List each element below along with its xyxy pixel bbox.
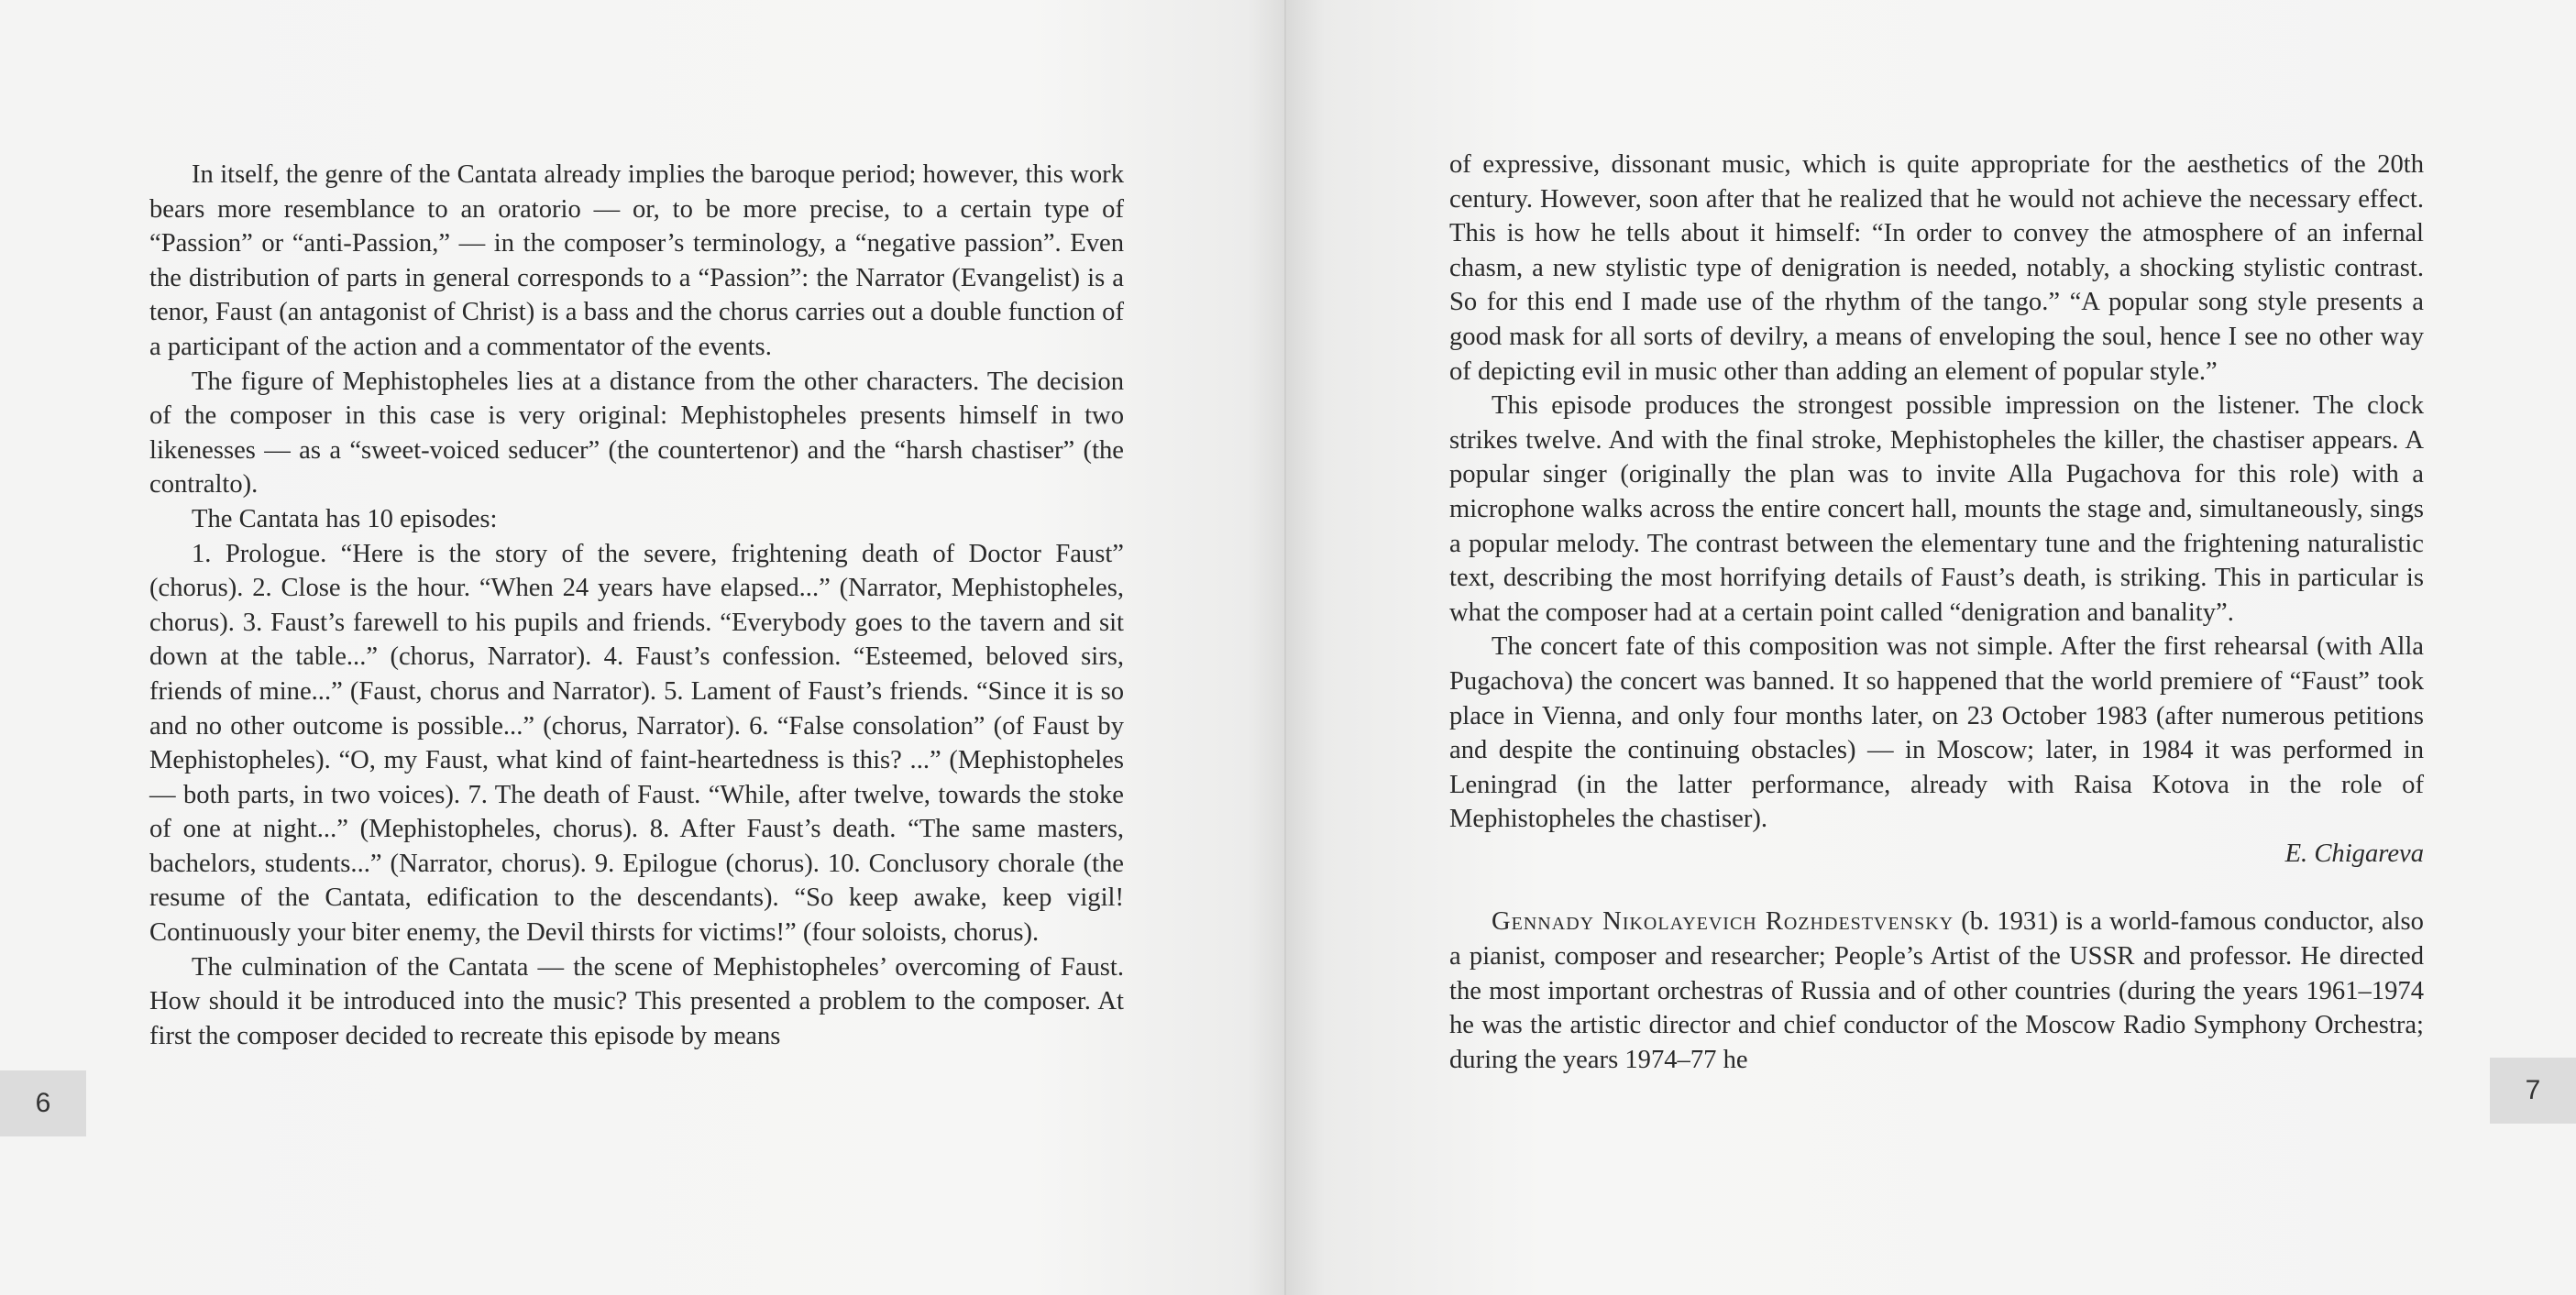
bio-name: Gennady Nikolayevich Rozhdestvensky	[1492, 907, 1954, 937]
page-number-right: 7	[2490, 1058, 2576, 1124]
paragraph-concert-fate: The concert fate of this composition was not simple. After the first rehearsal (with Alla Pugachova) the concert was banned. It so happened that the world premiere of “Faust” took place in Vienna, and only four months later, on 23 October 1983 (after numerous petitions and despite the continuing obstacles) — in Moscow; later, in 1984 it was performed in Leningrad (in the latter performance, already with Raisa Kotova in the role of Mephistopheles the chastiser).	[1449, 632, 2424, 834]
bio-text: (b. 1931) is a world-famous conductor, also a pianist, composer and researcher; People’s Artist of the USSR and professor. He directed the most important orchestras of Russia and of other countries (during the years 1961–1974 he was the artistic director and chief conductor of the Moscow Radio Symphony Orchestra; during the years 1974–77 he	[1449, 907, 2424, 1074]
paragraph-biography	[1449, 905, 2424, 1077]
section-spacer	[1449, 871, 2424, 905]
page-number-left: 6	[0, 1070, 86, 1136]
left-text-column	[149, 158, 1124, 1053]
paragraph-continuation: of expressive, dissonant music, which is quite appropriate for the aesthetics of the 20th century. However, soon after that he realized that he would not achieve the necessary effect. This is how he tells about it himself: “In order to convey the atmosphere of an infernal chasm, a new stylistic type of denigration is needed, notably, a shocking stylistic contrast. So for this end I made use of the rhythm of the tango.” “A popular song style presents a good mask for all sorts of devilry, a means of enveloping the soul, hence I see no other way of depicting evil in music other than adding an element of popular style.”	[1449, 150, 2424, 386]
right-text-column	[1449, 148, 2424, 1077]
paragraph-genre: In itself, the genre of the Cantata already implies the baroque period; however, this work bears more resemblance to an oratorio — or, to be more precise, to a certain type of “Passion” or “anti-Passion,” — in the composer’s terminology, a “negative passion”. Even the distribution of parts in general corresponds to a “Passion”: the Narrator (Evangelist) is a tenor, Faust (an antagonist of Christ) is a bass and the chorus carries out a double function of a participant of the action and a commentator of the events.	[149, 160, 1124, 361]
paragraph-episode-impression: This episode produces the strongest possible impression on the listener. The clock strikes twelve. And with the final stroke, Mephistopheles the killer, the chastiser appears. A popular singer (originally the plan was to invite Alla Pugachova for this role) with a microphone walks across the entire concert hall, mounts the stage and, simultaneously, sings a popular melody. The contrast between the elementary tune and the frightening naturalistic text, describing the most horrifying details of Faust’s death, is striking. This in particular is what the composer had at a certain point called “denigration and banality”.	[1449, 391, 2424, 627]
paragraph-mephistopheles: The figure of Mephistopheles lies at a distance from the other characters. The decision of the composer in this case is very original: Mephistopheles presents himself in two likenesses — as a “sweet-voiced seducer” (the countertenor) and the “harsh chastiser” (the contralto).	[149, 367, 1124, 499]
paragraph-episode-list: 1. Prologue. “Here is the story of the severe, frightening death of Doctor Faust” (chorus). 2. Close is the hour. “When 24 years have elapsed...” (Narrator, Mephistopheles, chorus). 3. Faust’s farewell to his pupils and friends. “Everybody goes to the tavern and sit down at the table...” (chorus, Narrator). 4. Faust’s confession. “Esteemed, beloved sirs, friends of mine...” (Faust, chorus and Narrator). 5. Lament of Faust’s friends. “Since it is so and no other outcome is possible...” (chorus, Narrator). 6. “False consolation” (of Faust by Mephistopheles). “O, my Faust, what kind of faint-heartedness is this? ...” (Mephistopheles — both parts, in two voices). 7. The death of Faust. “While, after twelve, towards the stoke of one at night...” (Mephistopheles, chorus). 8. After Faust’s death. “The same masters, bachelors, students...” (Narrator, chorus). 9. Epilogue (chorus). 10. Conclusory chorale (the resume of the Cantata, edification to the descendants). “So keep awake, keep vigil! Continuously your biter enemy, the Devil thirsts for victims!” (four soloists, chorus).	[149, 539, 1124, 948]
author-signature: E. Chigareva	[2284, 839, 2424, 868]
paragraph-episodes-intro: The Cantata has 10 episodes:	[192, 504, 498, 533]
paragraph-culmination: The culmination of the Cantata — the scene of Mephistopheles’ overcoming of Faust. How should it be introduced into the music? This presented a problem to the composer. At first the composer decided to recreate this episode by means	[149, 952, 1124, 1050]
left-page	[0, 0, 1286, 1295]
